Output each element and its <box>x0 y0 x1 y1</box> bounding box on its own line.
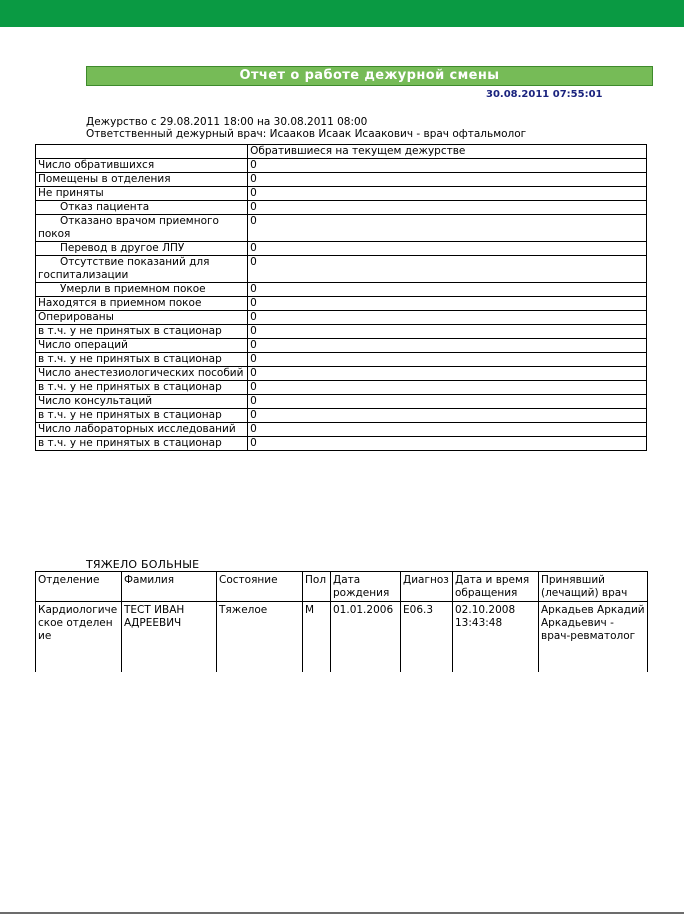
row-label: в т.ч. у не принятых в стационар <box>36 381 248 395</box>
cell-visit-datetime: 02.10.2008 13:43:48 <box>453 602 539 673</box>
row-value: 0 <box>248 339 647 353</box>
col-header-surname: Фамилия <box>122 572 217 602</box>
row-value: 0 <box>248 311 647 325</box>
row-value: 0 <box>248 353 647 367</box>
col-header-department: Отделение <box>36 572 122 602</box>
table-row <box>36 602 648 673</box>
row-value: 0 <box>248 395 647 409</box>
cell-sex: М <box>303 602 331 673</box>
severe-patients-title: ТЯЖЕЛО БОЛЬНЫЕ <box>86 558 200 571</box>
row-label: Число операций <box>36 339 248 353</box>
col-header-doctor: Принявший (лечащий) врач <box>539 572 648 602</box>
report-title: Отчет о работе дежурной смены <box>86 66 653 86</box>
row-value: 0 <box>248 297 647 311</box>
col-header-birthdate: Дата рождения <box>331 572 401 602</box>
report-datetime: 30.08.2011 07:55:01 <box>486 89 603 100</box>
row-label: в т.ч. у не принятых в стационар <box>36 409 248 423</box>
row-label: в т.ч. у не принятых в стационар <box>36 437 248 451</box>
row-label: Перевод в другое ЛПУ <box>36 242 248 256</box>
row-label: в т.ч. у не принятых в стационар <box>36 353 248 367</box>
cell-birthdate: 01.01.2006 <box>331 602 401 673</box>
row-value: 0 <box>248 367 647 381</box>
row-label: Число консультаций <box>36 395 248 409</box>
row-value: 0 <box>248 173 647 187</box>
row-label: Отказано врачом приемного покоя <box>36 215 248 242</box>
duty-period: Дежурство с 29.08.2011 18:00 на 30.08.2011 08:00 <box>86 116 368 128</box>
cell-diagnosis: E06.3 <box>401 602 453 673</box>
row-label: Число анестезиологических пособий <box>36 367 248 381</box>
row-value: 0 <box>248 159 647 173</box>
row-label: Оперированы <box>36 311 248 325</box>
row-value: 0 <box>248 187 647 201</box>
row-label: Умерли в приемном покое <box>36 283 248 297</box>
row-value: 0 <box>248 423 647 437</box>
cell-condition: Тяжелое <box>217 602 303 673</box>
footer-divider <box>0 912 684 914</box>
cell-surname: ТЕСТ ИВАН АДРЕЕВИЧ <box>122 602 217 673</box>
row-value: 0 <box>248 242 647 256</box>
row-value: 0 <box>248 215 647 242</box>
header-cell-visitors: Обратившиеся на текущем дежурстве <box>248 145 647 159</box>
row-label: Число обратившихся <box>36 159 248 173</box>
row-label: Не приняты <box>36 187 248 201</box>
row-label: Находятся в приемном покое <box>36 297 248 311</box>
severe-patients-table <box>35 571 648 672</box>
cell-department: Кардиологическое отделение <box>36 602 122 673</box>
col-header-condition: Состояние <box>217 572 303 602</box>
col-header-diagnosis: Диагноз <box>401 572 453 602</box>
row-label: Помещены в отделения <box>36 173 248 187</box>
row-value: 0 <box>248 283 647 297</box>
row-value: 0 <box>248 325 647 339</box>
row-value: 0 <box>248 381 647 395</box>
row-value: 0 <box>248 201 647 215</box>
row-value: 0 <box>248 256 647 283</box>
row-label: в т.ч. у не принятых в стационар <box>36 325 248 339</box>
col-header-visit-datetime: Дата и время обращения <box>453 572 539 602</box>
row-value: 0 <box>248 437 647 451</box>
severe-header-row <box>36 572 648 602</box>
cell-doctor: Аркадьев Аркадий Аркадьевич - врач-ревматолог <box>539 602 648 673</box>
col-header-sex: Пол <box>303 572 331 602</box>
responsible-doctor: Ответственный дежурный врач: Исааков Исаак Исаакович - врач офтальмолог <box>86 128 527 140</box>
row-label: Отсутствие показаний для госпитализации <box>36 256 248 283</box>
row-label: Число лабораторных исследований <box>36 423 248 437</box>
row-label: Отказ пациента <box>36 201 248 215</box>
row-value: 0 <box>248 409 647 423</box>
